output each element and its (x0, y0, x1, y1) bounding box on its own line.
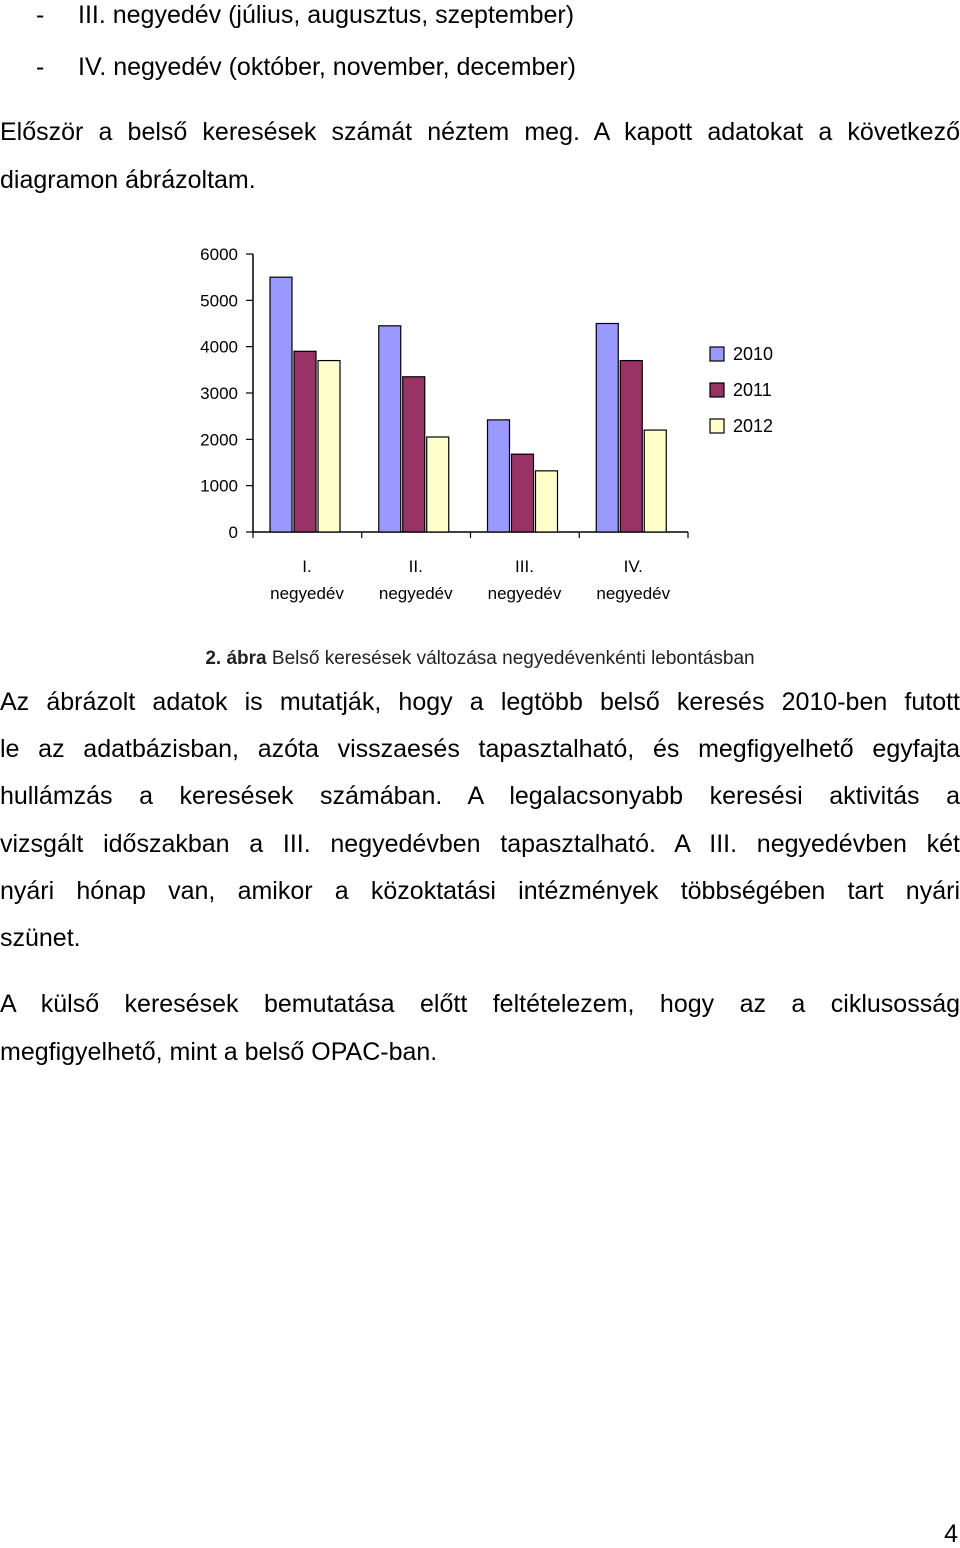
x-tick-label: negyedév (378, 584, 453, 603)
bullet-text: IV. negyedév (október, november, december) (78, 53, 576, 81)
body-paragraph-line: megfigyelhető, mint a belső OPAC-ban. (0, 1038, 438, 1066)
legend-swatch (710, 383, 724, 397)
x-tick-label: negyedév (487, 584, 562, 603)
bar-2011 (512, 454, 534, 532)
bar-2010 (270, 277, 292, 532)
bar-chart-svg (165, 212, 795, 627)
x-tick-label: III. (515, 557, 534, 576)
bar-chart (165, 212, 795, 627)
y-tick-label: 5000 (200, 291, 238, 311)
legend-label: 2010 (733, 344, 774, 364)
bullet-item (0, 52, 960, 82)
figure-caption (0, 647, 960, 671)
y-tick-label: 3000 (200, 384, 238, 403)
bar-2011 (294, 351, 316, 532)
bullet-dash: - (36, 1, 45, 29)
y-tick-label: 2000 (200, 430, 238, 450)
body-paragraph-line: le az adatbázisban, azóta visszaesés tapasztalható, és megfigyelhető egyfajta (0, 735, 960, 763)
x-tick-label: I. (302, 557, 312, 576)
body-paragraph-line: vizsgált időszakban a III. negyedévben tapasztalható. A III. negyedévben két (0, 830, 960, 858)
bar-2012 (536, 471, 558, 532)
bullet-item (0, 0, 960, 30)
x-tick-label: IV. (623, 557, 643, 576)
bar-2010 (488, 420, 510, 532)
bullet-text: III. negyedév (július, augusztus, szeptember) (78, 1, 575, 29)
bar-2010 (596, 324, 618, 533)
figure-caption-text: Belső keresések változása negyedévenkénti lebontásban (271, 648, 755, 669)
legend-swatch (710, 347, 724, 361)
x-tick-label: negyedév (270, 584, 344, 603)
body-paragraph-line: A külső keresések bemutatása előtt feltételezem, hogy az a ciklusosság (0, 990, 960, 1018)
bar-2011 (403, 377, 425, 532)
y-tick-label: 1000 (200, 476, 238, 496)
bullet-dash: - (36, 53, 45, 81)
intro-paragraph-line: diagramon ábrázoltam. (0, 166, 256, 194)
intro-paragraph-line: Először a belső keresések számát néztem meg. A kapott adatokat a következő (0, 118, 960, 146)
body-paragraph-line: szünet. (0, 924, 81, 952)
bar-2012 (318, 361, 340, 532)
bar-2010 (379, 326, 401, 532)
figure-caption-label: 2. ábra (205, 648, 267, 669)
bar-2011 (620, 361, 642, 532)
y-tick-label: 6000 (200, 245, 238, 264)
bar-2012 (427, 437, 449, 532)
body-paragraph-line: Az ábrázolt adatok is mutatják, hogy a legtöbb belső keresés 2010-ben futott (0, 688, 960, 716)
x-tick-label: negyedév (596, 584, 671, 603)
legend-label: 2012 (733, 416, 774, 436)
x-tick-label: II. (408, 557, 423, 576)
page-number: 4 (944, 1520, 958, 1548)
y-tick-label: 0 (228, 523, 238, 542)
bar-2012 (644, 430, 666, 532)
body-paragraph-line: nyári hónap van, amikor a közoktatási intézmények többségében tart nyári (0, 877, 960, 905)
y-tick-label: 4000 (200, 337, 238, 357)
legend-swatch (710, 419, 724, 433)
legend-label: 2011 (733, 380, 772, 400)
body-paragraph-line: hullámzás a keresések számában. A legalacsonyabb keresési aktivitás a (0, 782, 960, 810)
